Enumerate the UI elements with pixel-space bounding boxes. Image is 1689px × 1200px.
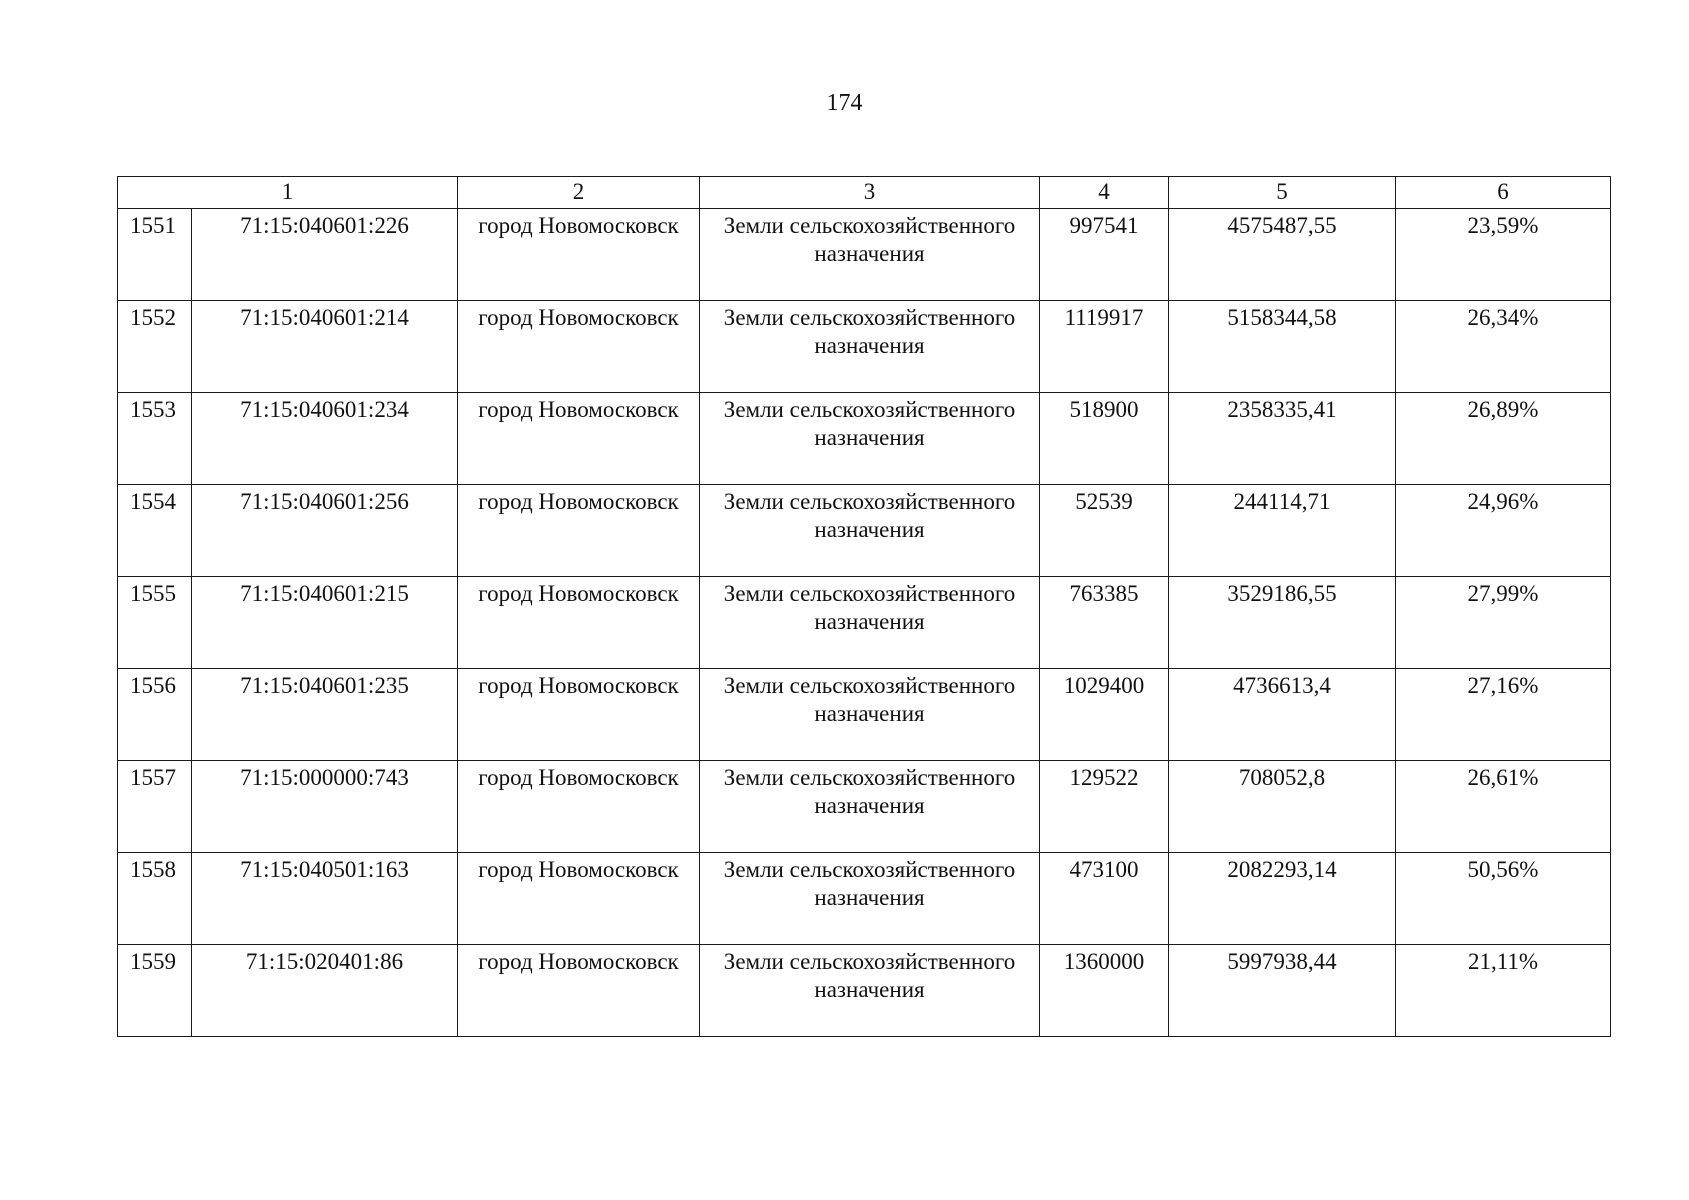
location-cell: город Новомосковск (458, 301, 700, 393)
land-category-line-2: назначения (814, 517, 925, 542)
cadastral-number-cell: 71:15:040501:163 (192, 853, 458, 945)
cadastral-value-cell: 5997938,44 (1169, 945, 1396, 1037)
location-cell: город Новомосковск (458, 393, 700, 485)
land-category-line-1: Земли сельскохозяйственного (723, 213, 1016, 238)
location-cell: город Новомосковск (458, 761, 700, 853)
row-number-cell: 1556 (118, 669, 192, 761)
percent-cell: 21,11% (1396, 945, 1611, 1037)
cadastral-number-cell: 71:15:040601:215 (192, 577, 458, 669)
land-category-line-2: назначения (814, 333, 925, 358)
row-number-cell: 1552 (118, 301, 192, 393)
location-cell: город Новомосковск (458, 669, 700, 761)
cadastral-value-cell: 244114,71 (1169, 485, 1396, 577)
cadastral-value-cell: 708052,8 (1169, 761, 1396, 853)
page-number: 174 (826, 90, 863, 116)
cadastral-value-cell: 5158344,58 (1169, 301, 1396, 393)
land-category-cell (700, 577, 1040, 669)
row-number-cell: 1557 (118, 761, 192, 853)
percent-cell: 50,56% (1396, 853, 1611, 945)
header-cell-5: 5 (1169, 177, 1396, 209)
percent-cell: 26,89% (1396, 393, 1611, 485)
area-cell: 129522 (1040, 761, 1169, 853)
land-category-line-2: назначения (814, 793, 925, 818)
land-category-cell (700, 301, 1040, 393)
land-category-line-2: назначения (814, 425, 925, 450)
table-body (118, 177, 1611, 1037)
land-category-cell (700, 945, 1040, 1037)
area-cell: 1029400 (1040, 669, 1169, 761)
header-row (118, 177, 1611, 209)
table-row (118, 393, 1611, 485)
cadastral-value-cell: 4575487,55 (1169, 209, 1396, 301)
table-row (118, 209, 1611, 301)
cadastral-number-cell: 71:15:000000:743 (192, 761, 458, 853)
land-category-line-1: Земли сельскохозяйственного (723, 397, 1016, 422)
land-category-cell (700, 761, 1040, 853)
land-category-cell (700, 209, 1040, 301)
area-cell: 52539 (1040, 485, 1169, 577)
table-row (118, 945, 1611, 1037)
cadastral-number-cell: 71:15:020401:86 (192, 945, 458, 1037)
land-category-line-2: назначения (814, 885, 925, 910)
percent-cell: 27,16% (1396, 669, 1611, 761)
area-cell: 763385 (1040, 577, 1169, 669)
row-number-cell: 1555 (118, 577, 192, 669)
area-cell: 1119917 (1040, 301, 1169, 393)
land-category-line-1: Земли сельскохозяйственного (723, 857, 1016, 882)
cadastral-value-cell: 3529186,55 (1169, 577, 1396, 669)
land-category-line-1: Земли сельскохозяйственного (723, 949, 1016, 974)
land-category-cell (700, 393, 1040, 485)
cadastral-number-cell: 71:15:040601:235 (192, 669, 458, 761)
table-row (118, 577, 1611, 669)
cadastral-number-cell: 71:15:040601:214 (192, 301, 458, 393)
location-cell: город Новомосковск (458, 853, 700, 945)
land-category-line-1: Земли сельскохозяйственного (723, 765, 1016, 790)
percent-cell: 26,61% (1396, 761, 1611, 853)
header-cell-6: 6 (1396, 177, 1611, 209)
cadastral-value-cell: 4736613,4 (1169, 669, 1396, 761)
table-row (118, 669, 1611, 761)
row-number-cell: 1554 (118, 485, 192, 577)
percent-cell: 27,99% (1396, 577, 1611, 669)
header-cell-4: 4 (1040, 177, 1169, 209)
location-cell: город Новомосковск (458, 485, 700, 577)
land-category-line-1: Земли сельскохозяйственного (723, 673, 1016, 698)
location-cell: город Новомосковск (458, 945, 700, 1037)
area-cell: 473100 (1040, 853, 1169, 945)
table-row (118, 853, 1611, 945)
land-category-line-2: назначения (814, 241, 925, 266)
land-category-line-1: Земли сельскохозяйственного (723, 581, 1016, 606)
land-category-line-1: Земли сельскохозяйственного (723, 489, 1016, 514)
cadastral-value-cell: 2082293,14 (1169, 853, 1396, 945)
land-category-line-1: Земли сельскохозяйственного (723, 305, 1016, 330)
cadastral-number-cell: 71:15:040601:256 (192, 485, 458, 577)
area-cell: 997541 (1040, 209, 1169, 301)
cadastral-number-cell: 71:15:040601:226 (192, 209, 458, 301)
header-cell-3: 3 (700, 177, 1040, 209)
land-category-line-2: назначения (814, 609, 925, 634)
land-category-cell (700, 853, 1040, 945)
land-registry-table (117, 176, 1611, 1037)
table-row (118, 761, 1611, 853)
location-cell: город Новомосковск (458, 577, 700, 669)
area-cell: 518900 (1040, 393, 1169, 485)
location-cell: город Новомосковск (458, 209, 700, 301)
row-number-cell: 1553 (118, 393, 192, 485)
header-cell-1: 1 (118, 177, 458, 209)
cadastral-value-cell: 2358335,41 (1169, 393, 1396, 485)
table-row (118, 301, 1611, 393)
land-category-line-2: назначения (814, 701, 925, 726)
percent-cell: 24,96% (1396, 485, 1611, 577)
land-category-line-2: назначения (814, 977, 925, 1002)
header-cell-2: 2 (458, 177, 700, 209)
row-number-cell: 1558 (118, 853, 192, 945)
area-cell: 1360000 (1040, 945, 1169, 1037)
row-number-cell: 1551 (118, 209, 192, 301)
row-number-cell: 1559 (118, 945, 192, 1037)
table-row (118, 485, 1611, 577)
land-category-cell (700, 485, 1040, 577)
cadastral-number-cell: 71:15:040601:234 (192, 393, 458, 485)
percent-cell: 26,34% (1396, 301, 1611, 393)
percent-cell: 23,59% (1396, 209, 1611, 301)
land-category-cell (700, 669, 1040, 761)
